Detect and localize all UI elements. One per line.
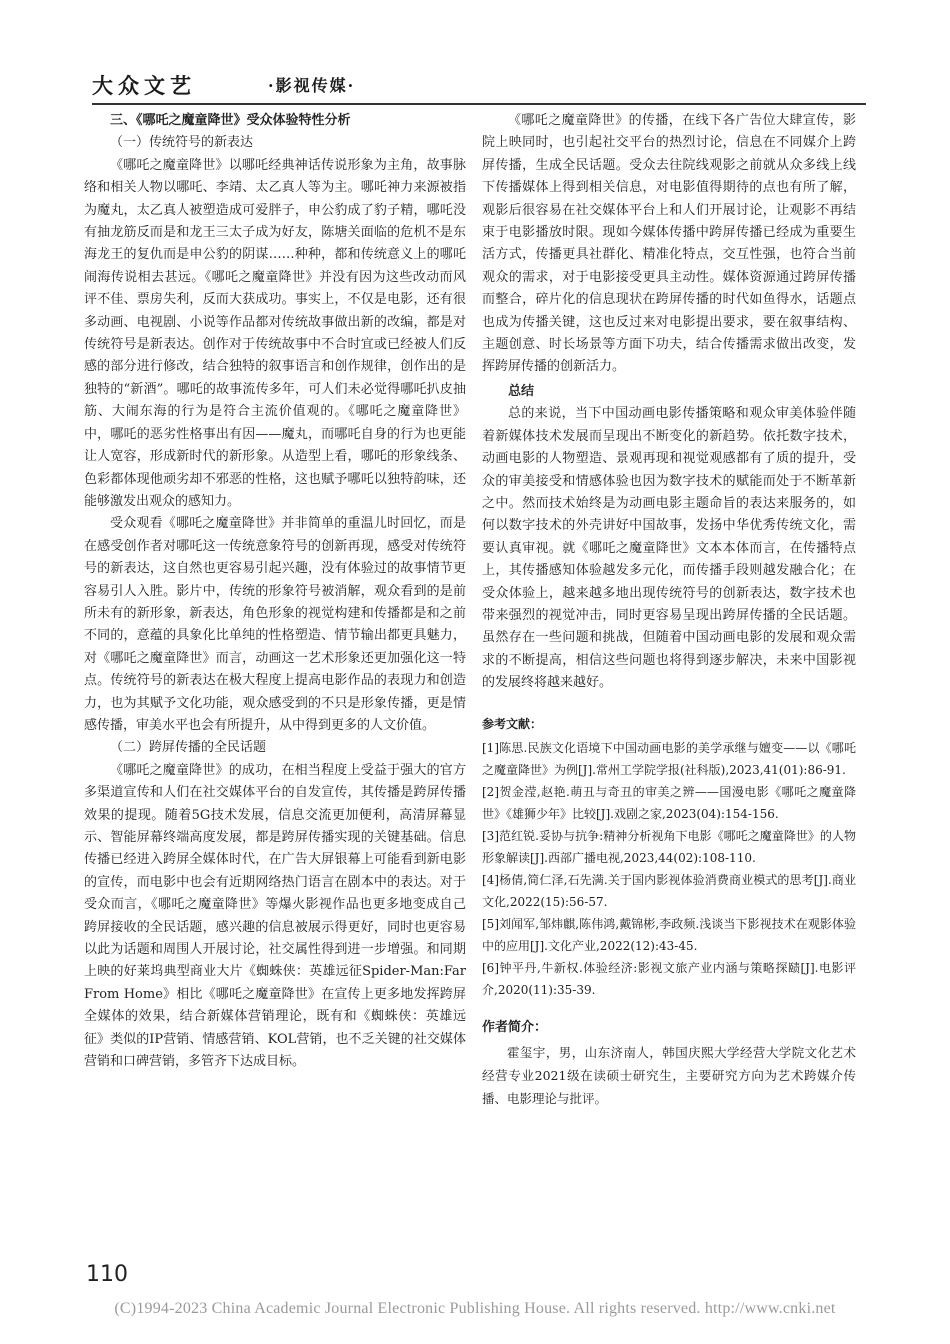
page-number: 110	[86, 1262, 128, 1287]
paragraph: 《哪吒之魔童降世》的成功，在相当程度上受益于强大的官方多渠道宣传和人们在社交媒体平台的自发宣传，其传播是跨屏传播效果的提现。随着5G技术发展，信息交流更加便利，高清屏幕显示、智能屏幕终端高度发展，都是跨屏传播实现的关键基础。信息传播已经进入跨屏全媒体时代，在广告大屏银幕上可能看到新电影的宣传，而电影中也会有近期网络热门语言在剧本中的表达。对于受众而言，《哪吒之魔童降世》等爆火影视作品也更多地变成自己跨屏接收的全民话题，感兴趣的信息被展示得更好，同时也更容易以此为话题和周围人开展讨论，社交属性得到进一步增强。和同期上映的好莱坞典型商业大片《蜘蛛侠：英雄远征Spider-Man:Far From Home》相比《哪吒之魔童降世》在宣传上更多地发挥跨屏全媒体的效果，结合新媒体营销理论，既有和《蜘蛛侠：英雄远征》类似的IP营销、情感营销、KOL营销，也不乏关键的社交媒体营销和口碑营销，多管齐下达成目标。	[84, 762, 466, 1070]
author-text: 霍玺宇，男，山东济南人，韩国庆熙大学经营大学院文化艺术经营专业2021级在读硕士研究生，主要研究方向为艺术跨媒介传播、电影理论与批评。	[482, 1044, 856, 1106]
paragraph: 受众观看《哪吒之魔童降世》并非简单的重温儿时回忆，而是在感受创作者对哪吒这一传统意象符号的创新再现，感受对传统符号的新表达，这自然也更容易引起兴趣，没有体验过的故事情节更容易引人入胜。影片中，传统的形象符号被消解，观众看到的是前所未有的新形象，新表达，角色形象的视觉构建和传播都是和之前不同的，意蕴的具象化比单纯的性格塑造、情节输出都更具魅力，对《哪吒之魔童降世》而言，动画这一艺术形象还更加强化这一特点。传统符号的新表达在极大程度上提高电影作品的表现力和创造力，也为其赋予文化功能，观众感受到的不只是形象传播，更是情感传播，审美水平也会有所提升，从中得到更多的人文价值。	[84, 516, 466, 733]
right-column	[482, 110, 856, 1110]
copyright-footer: (C)1994-2023 China Academic Journal Electronic Publishing House. All rights reserved. http://www.cnki.net	[114, 1300, 836, 1317]
reference-item: [1]陈思.民族文化语境下中国动画电影的美学承继与嬗变——以《哪吒之魔童降世》为例[J].常州工学院学报(社科版),2023,41(01):86-91.	[482, 740, 856, 777]
reference-item: [5]刘闻军,邹炜麒,陈伟鸿,戴锦彬,李政频.浅谈当下影视技术在观影体验中的应用[J].文化产业,2022(12):43-45.	[482, 916, 856, 953]
author-title: 作者简介：	[482, 1019, 548, 1035]
paragraph: 《哪吒之魔童降世》的传播，在线下各广告位大肆宣传，影院上映同时，也引起社交平台的热烈讨论，信息在不同媒介上跨屏传播，生成全民话题。受众去往院线观影之前就从众多线上线下传播媒体上得到相关信息，对电影值得期待的点也有所了解，观影后很容易在社交媒体平台上和人们开展讨论，让观影不再结束于电影播放时限。现如今媒体传播中跨屏传播已经成为重要生活方式，传播更具社群化、精准化特点，交互性强，也符合当前观众的需求，对于电影接受更具主动性。媒体资源通过跨屏传播而整合，碎片化的信息现状在跨屏传播的时代如鱼得水，话题点也成为传播关键，这也反过来对电影提出要求，要在叙事结构、主题创意、时长场景等方面下功夫，结合传播需求做出改变，发挥跨屏传播的创新活力。	[482, 113, 856, 375]
reference-item: [6]钟平丹,牛新权.体验经济:影视文旅产业内涵与策略探赜[J].电影评介,2020(11):35-39.	[482, 960, 856, 997]
paragraph: 总的来说，当下中国动画电影传播策略和观众审美体验伴随着新媒体技术发展而呈现出不断变化的新趋势。依托数字技术，动画电影的人物塑造、景观再现和视觉观感都有了质的提升，受众的审美接受和情感体验也因为数字技术的赋能而处于不断革新之中。然而技术始终是为动画电影主题命旨的表达来服务的，如何以数字技术的外壳讲好中国故事，发扬中华优秀传统文化，需要认真审视。就《哪吒之魔童降世》文本本体而言，在传播特点上，其传播感知体验越发多元化，而传播手段则越发融合化；在受众体验上，越来越多地出现传统符号的创新表达，数字技术也带来强烈的视觉冲击，同时更容易呈现出跨屏传播的全民话题。虽然存在一些问题和挑战，但随着中国动画电影的发展和观众需求的不断提高，相信这些问题也将得到逐步解决，未来中国影视的发展终将越来越好。	[482, 406, 856, 691]
masthead	[92, 70, 462, 100]
subheading-1: （一）传统符号的新表达	[110, 135, 254, 151]
reference-item: [2]贺金滢,赵艳.萌丑与奇丑的审美之辨——国漫电影《哪吒之魔童降世》《雄狮少年》比较[J].戏剧之家,2023(04):154-156.	[482, 784, 856, 821]
magazine-name: 大众文艺	[92, 73, 196, 98]
section-heading: 三、《哪吒之魔童降世》受众体验特性分析	[110, 113, 351, 128]
reference-item: [4]杨倩,简仁泽,石先满.关于国内影视体验消费商业模式的思考[J].商业文化,2022(15):56-57.	[482, 872, 856, 909]
author-bio	[482, 1017, 856, 1110]
references	[482, 713, 856, 1001]
header-rule	[92, 103, 866, 105]
paragraph: 《哪吒之魔童降世》以哪吒经典神话传说形象为主角，故事脉络和相关人物以哪吒、李靖、太乙真人等为主。哪吒神力来源被指为魔丸，太乙真人被塑造成可爱胖子，申公豹成了豹子精，哪吒没有抽龙筋反而是和龙王三太子成为好友，陈塘关面临的危机不是东海龙王的复仇而是申公豹的阴谋……种种，都和传统意义上的哪吒闹海传说相去甚远。《哪吒之魔童降世》并没有因为这些改动而风评不佳、票房失利，反而大获成功。事实上，不仅是电影，还有很多动画、电视剧、小说等作品都对传统故事做出新的改编，都是对传统符号是新表达。创作对于传统故事中不合时宜或已经被人们反感的部分进行修改，结合独特的叙事语言和创作规律，创作出的是独特的“新酒”。哪吒的故事流传多年，可人们未必觉得哪吒扒皮抽筋、大闹东海的行为是符合主流价值观的。《哪吒之魔童降世》中，哪吒的恶劣性格事出有因——魔丸，而哪吒自身的行为也更能让人宽容，形成新时代的新形象。从造型上看，哪吒的形象线条、色彩都体现他顽劣却不邪恶的性格，这也赋予哪吒以独特韵味，还能够激发出观众的感知力。	[84, 157, 466, 509]
subheading-2: （二）跨屏传播的全民话题	[110, 740, 267, 756]
reference-item: [3]范红锐.妥协与抗争:精神分析视角下电影《哪吒之魔童降世》的人物形象解读[J].西部广播电视,2023,44(02):108-110.	[482, 828, 856, 865]
section-name: ·影视传媒·	[268, 76, 356, 95]
left-column	[84, 110, 466, 1073]
references-title: 参考文献：	[482, 716, 543, 731]
summary-title: 总结	[508, 383, 535, 399]
